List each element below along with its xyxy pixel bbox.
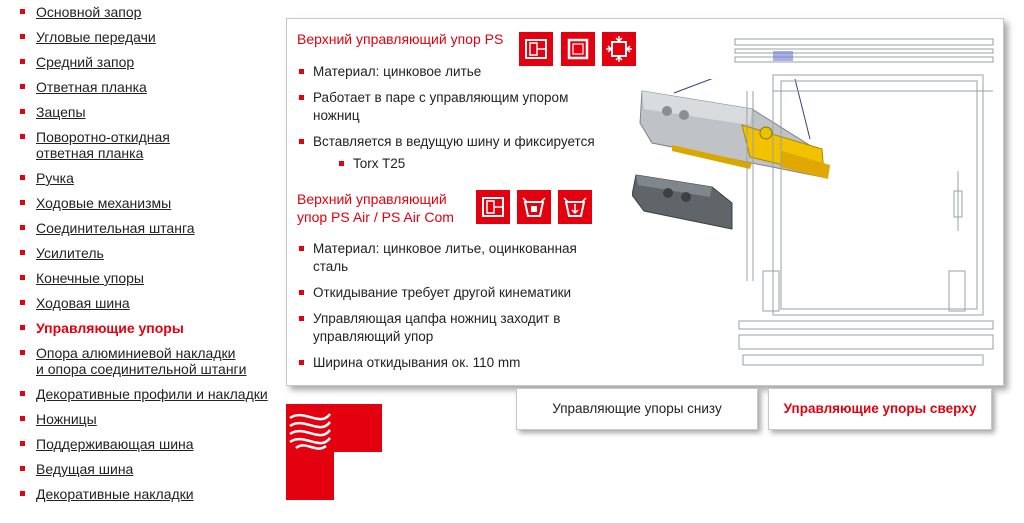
nav-item-corner-drives[interactable] <box>18 29 288 45</box>
nav-item-support-rail[interactable] <box>18 436 288 452</box>
window-schematic-drawing <box>733 31 997 377</box>
nav-link[interactable]: Соединительная штанга <box>36 220 195 236</box>
left-navigation <box>18 4 288 511</box>
bullet-item: Ширина откидывания ок. 110 mm <box>299 354 629 372</box>
nav-item-middle-lock[interactable] <box>18 54 288 70</box>
nav-item-handle[interactable] <box>18 170 288 186</box>
nav-link[interactable]: Зацепы <box>36 104 86 120</box>
bullet-item: Материал: цинковое литье <box>299 63 629 81</box>
content-panel <box>286 18 1004 386</box>
nav-item-keeper[interactable] <box>18 79 288 95</box>
nav-item-decorative-profiles[interactable] <box>18 386 288 402</box>
nav-link[interactable]: Конечные упоры <box>36 270 144 286</box>
nav-item-main-lock[interactable] <box>18 4 288 20</box>
nav-item-drive-rail[interactable] <box>18 461 288 477</box>
nav-link[interactable]: Декоративные профили и накладки <box>36 386 268 402</box>
nav-link[interactable]: Опора алюминиевой накладки и опора соединительной штанги <box>36 345 247 377</box>
nav-item-running-gear[interactable] <box>18 195 288 211</box>
nav-link[interactable]: Поддерживающая шина <box>36 436 194 452</box>
nav-item-aluminium-cover-support[interactable] <box>18 345 288 377</box>
nav-item-tilt-turn-keeper[interactable] <box>18 129 288 161</box>
section1-title: Верхний управляющий упор PS <box>297 31 504 47</box>
tab-control-stops-top[interactable]: Управляющие упоры сверху <box>768 388 992 430</box>
bullet-item: Откидывание требует другой кинематики <box>299 284 629 302</box>
nav-link[interactable]: Средний запор <box>36 54 135 70</box>
nav-item-hooks[interactable] <box>18 104 288 120</box>
bullet-item <box>299 133 629 173</box>
tilt-window-icon <box>517 190 551 224</box>
bullet-text: Вставляется в ведущую шину и фиксируется <box>313 134 595 149</box>
frame-square-icon <box>561 32 595 66</box>
nav-link[interactable]: Ходовые механизмы <box>36 195 172 211</box>
sub-bullets <box>313 155 629 173</box>
door-profile-icon <box>476 190 510 224</box>
tab-control-stops-bottom[interactable]: Управляющие упоры снизу <box>516 388 758 430</box>
nav-link[interactable]: Ножницы <box>36 411 97 427</box>
nav-link-active[interactable]: Управляющие упоры <box>36 320 184 336</box>
nav-item-end-stops[interactable] <box>18 270 288 286</box>
nav-link[interactable]: Ответная планка <box>36 79 147 95</box>
bullet-item: Материал: цинковое литье, оцинкованная сталь <box>299 240 613 276</box>
frame-arrows-icon <box>602 32 636 66</box>
nav-link[interactable]: Ходовая шина <box>36 295 130 311</box>
nav-link[interactable]: Ручка <box>36 170 74 186</box>
nav-item-running-rail[interactable] <box>18 295 288 311</box>
tilt-air-icon <box>558 190 592 224</box>
nav-item-scissors[interactable] <box>18 411 288 427</box>
section2-title: Верхний управляющий упор PS Air / PS Air Com <box>297 191 454 225</box>
nav-item-decorative-covers[interactable] <box>18 486 288 502</box>
brand-logo <box>286 404 382 500</box>
nav-link[interactable]: Декоративные накладки <box>36 486 194 502</box>
door-profile-icon <box>519 32 553 66</box>
nav-item-control-stops[interactable] <box>18 320 288 336</box>
nav-item-reinforcement[interactable] <box>18 245 288 261</box>
nav-link[interactable]: Ведущая шина <box>36 461 134 477</box>
nav-item-connecting-rod[interactable] <box>18 220 288 236</box>
nav-link[interactable]: Основной запор <box>36 4 142 20</box>
sub-bullet-item: Torx T25 <box>339 155 629 173</box>
nav-link[interactable]: Угловые передачи <box>36 29 156 45</box>
bullet-item: Управляющая цапфа ножниц заходит в управляющий упор <box>299 310 598 346</box>
nav-link[interactable]: Усилитель <box>36 245 104 261</box>
section1-bullets <box>299 63 629 181</box>
bullet-item: Работает в паре с управляющим упором ножниц <box>299 89 598 125</box>
section2-bullets <box>299 240 629 380</box>
nav-link[interactable]: Поворотно-откидная ответная планка <box>36 129 170 161</box>
